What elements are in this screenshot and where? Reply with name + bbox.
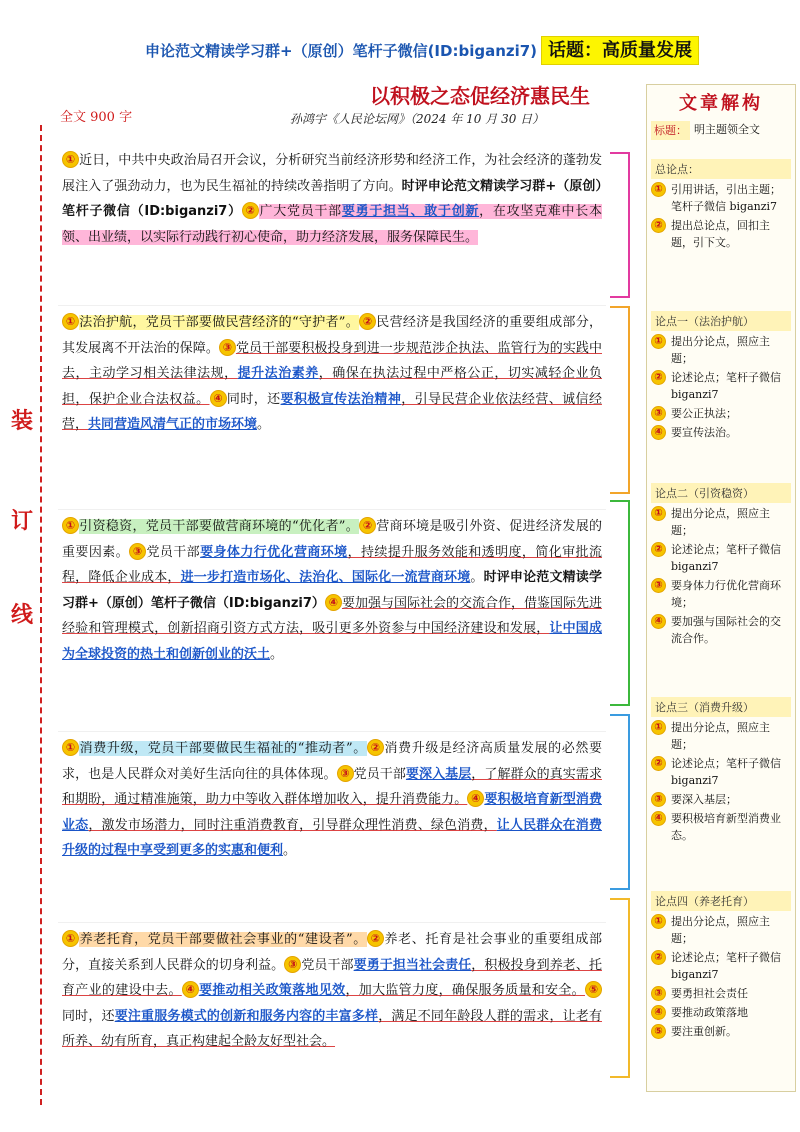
item-text: 引用讲话，引出主题；笔杆子微信 biganzi7 — [671, 183, 781, 213]
num-marker: ③ — [651, 406, 666, 421]
bracket-intro — [610, 152, 630, 298]
item-text: 要身体力行优化营商环境； — [671, 579, 781, 609]
emphasis-text: 共同营造风清气正的市场环境 — [88, 417, 258, 432]
item-text: 要推动政策落地 — [671, 1006, 748, 1019]
item-text: 提出分论点，照应主题； — [671, 915, 770, 945]
item-text: 提出分论点，照应主题； — [671, 721, 770, 751]
num-marker: ⑤ — [585, 981, 602, 998]
num-marker: ① — [651, 182, 666, 197]
list-item — [651, 791, 791, 808]
emphasis-text: 要积极宣传法治精神 — [280, 391, 402, 407]
sub-argument: 消费升级，党员干部要做民生福祉的“推动者”。 — [79, 741, 367, 756]
num-marker: ③ — [219, 339, 236, 356]
list-item — [651, 810, 791, 844]
num-marker: ② — [651, 218, 666, 233]
list-item — [651, 755, 791, 789]
list-item — [651, 577, 791, 611]
item-text: 要积极培育新型消费业态。 — [671, 812, 781, 842]
title-label: 标题： — [651, 121, 690, 140]
emphasis-text: 要积极培育新型消费业态 — [62, 792, 602, 833]
num-marker: ② — [651, 370, 666, 385]
section-head: 论点一（法治护航） — [651, 311, 791, 331]
binding-char-3: 线 — [11, 602, 34, 628]
section-point-2 — [647, 483, 795, 649]
num-marker: ④ — [210, 390, 227, 407]
item-text: 要宣传法治。 — [671, 426, 737, 439]
item-text: 论述论点；笔杆子微信 biganzi7 — [671, 951, 781, 981]
section-head: 论点四（养老托育） — [651, 891, 791, 911]
title-summary — [651, 121, 791, 140]
paragraph-point-4 — [58, 922, 606, 1115]
section-point-4 — [647, 891, 795, 1042]
list-item — [651, 541, 791, 575]
bracket-point-1 — [610, 306, 630, 494]
num-marker: ④ — [651, 614, 666, 629]
num-marker: ④ — [182, 981, 199, 998]
item-text: 要公正执法； — [671, 407, 737, 420]
item-text: 要注重创新。 — [671, 1025, 737, 1038]
section-point-1 — [647, 311, 795, 443]
list-item — [651, 424, 791, 441]
paragraph-point-3 — [58, 731, 606, 922]
section-general — [647, 159, 795, 253]
num-marker: ① — [62, 739, 79, 756]
emphasis-text: 让中国成为全球投资的热土和创新创业的沃土 — [62, 621, 602, 662]
num-marker: ③ — [129, 543, 146, 560]
text-segment: ，持续提升服务效能和透明度，简化审批流程，降低企业成本， — [62, 544, 602, 585]
num-marker: ④ — [467, 790, 484, 807]
item-text: 提出分论点，照应主题； — [671, 507, 770, 537]
item-text: 提出分论点，照应主题； — [671, 335, 770, 365]
binding-char-1: 装 — [11, 408, 34, 434]
list-item — [651, 181, 791, 215]
item-text: 论述论点；笔杆子微信 biganzi7 — [671, 371, 781, 401]
text-segment: 党员干部要积极投身到进一步规范涉企执法、监管行为的实践中去，主动学习相关法律法规， — [62, 340, 602, 381]
emphasis-text: 要身体力行优化营商环境 — [200, 544, 348, 560]
sub-argument: 引资稳资，党员干部要做营商环境的“优化者”。 — [79, 519, 360, 534]
list-item — [651, 913, 791, 947]
structure-sidebar — [646, 84, 796, 1092]
num-marker: ② — [359, 313, 376, 330]
text-segment: 。 — [283, 843, 297, 858]
num-marker: ② — [242, 202, 259, 219]
text-segment: ，加大监管力度，确保服务质量和安全。 — [345, 983, 585, 998]
binding-dashed-line — [40, 125, 42, 1105]
num-marker: ④ — [651, 425, 666, 440]
num-marker: ① — [62, 517, 79, 534]
item-text: 要加强与国际社会的交流合作。 — [671, 615, 781, 645]
num-marker: ③ — [651, 792, 666, 807]
text-segment: 。 — [257, 417, 271, 432]
text-segment: ，积极投身到养老、托育产业的建设中去。 — [62, 957, 602, 998]
emphasis-text: 进一步打造市场化、法治化、国际化一流营商环境 — [180, 570, 471, 585]
num-marker: ② — [367, 739, 384, 756]
num-marker: ② — [651, 756, 666, 771]
text-segment: ，了解群众的真实需求和期盼，通过精准施策，助力中等收入群体增加收入，提升消费能力。 — [62, 766, 602, 807]
num-marker: ② — [651, 542, 666, 557]
list-item — [651, 1023, 791, 1040]
promo-text: 时评申论范文精读学习群+（原创）笔杆子微信（ID:biganzi7） — [62, 178, 602, 219]
text-segment: 党员干部 — [301, 957, 354, 973]
text-segment: 养老、托育是社会事业的重要组成部分，直接关系到人民群众的切身利益。 — [62, 932, 602, 973]
text-segment: 。 — [470, 570, 484, 585]
num-marker: ① — [62, 930, 79, 947]
num-marker: ① — [651, 334, 666, 349]
text-segment: 广大党员干部 — [258, 204, 342, 219]
article-title: 以积极之态促经济惠民生 — [370, 84, 590, 108]
text-segment: 营商环境是吸引外资、促进经济发展的重要因素。 — [62, 519, 602, 560]
text-segment: ，满足不同年龄段人群的需求，让老有所养、幼有所育，真正构建起全龄友好型社会。 — [62, 1008, 602, 1049]
emphasis-text: 要推动相关政策落地见效 — [198, 983, 346, 998]
item-text: 要勇担社会责任 — [671, 987, 748, 1000]
num-marker: ④ — [325, 594, 342, 611]
list-item — [651, 985, 791, 1002]
section-head: 论点三（消费升级） — [651, 697, 791, 717]
sub-argument: 法治护航，党员干部要做民营经济的“守护者”。 — [79, 315, 360, 330]
text-segment: 民营经济是我国经济的重要组成部分，其发展离不开法治的保障。 — [62, 315, 602, 356]
num-marker: ② — [651, 950, 666, 965]
text-segment: 同时，还 — [226, 391, 281, 407]
section-head: 论点二（引资稳资） — [651, 483, 791, 503]
text-segment: ，在攻坚克难中长本领、出业绩，以实际行动践行初心使命，助力经济发展，服务保障民生。 — [62, 204, 602, 245]
sub-argument: 养老托育，党员干部要做社会事业的“建设者”。 — [79, 932, 367, 947]
num-marker: ① — [62, 151, 79, 168]
paragraph-point-1 — [58, 305, 606, 509]
num-marker: ③ — [651, 986, 666, 1001]
paragraph-point-2 — [58, 509, 606, 731]
emphasis-text: 让人民群众在消费升级的过程中享受到更多的实惠和便利 — [62, 817, 602, 858]
num-marker: ② — [359, 517, 376, 534]
list-item — [651, 1004, 791, 1021]
text-segment: ，引导民营企业依法经营、诚信经营， — [62, 391, 602, 432]
bracket-point-3 — [610, 714, 630, 890]
num-marker: ③ — [337, 765, 354, 782]
bracket-point-2 — [610, 500, 630, 706]
item-text: 提出总论点，回扣主题，引下文。 — [671, 219, 770, 249]
item-text: 论述论点；笔杆子微信 biganzi7 — [671, 757, 781, 787]
num-marker: ⑤ — [651, 1024, 666, 1039]
text-segment: 党员干部 — [353, 766, 406, 782]
emphasis-text: 要勇于担当社会责任 — [353, 957, 472, 973]
text-segment: 。 — [270, 646, 284, 662]
article-byline: 孙鸿宇《人民论坛网》（2024 年 10 月 30 日） — [290, 112, 545, 126]
text-segment: 同时，还 — [62, 1008, 115, 1024]
num-marker: ① — [651, 506, 666, 521]
item-text: 要深入基层； — [671, 793, 737, 806]
text-segment: 近日，中共中央政治局召开会议，分析研究当前经济形势和经济工作，为社会经济的蓬勃发展注入了强劲动力，也为民生福祉的持续改善指明了方向。 — [62, 153, 602, 194]
word-count: 全文 900 字 — [60, 110, 133, 125]
text-segment: 消费升级是经济高质量发展的必然要求，也是人民群众对美好生活向往的具体体现。 — [62, 741, 602, 782]
item-text: 论述论点；笔杆子微信 biganzi7 — [671, 543, 781, 573]
section-point-3 — [647, 697, 795, 846]
sidebar-title: 文章解构 — [679, 93, 763, 114]
emphasis-text: 要注重服务模式的创新和服务内容的丰富多样 — [114, 1008, 379, 1024]
num-marker: ② — [367, 930, 384, 947]
topic-badge: 话题：高质量发展 — [541, 36, 699, 65]
list-item — [651, 505, 791, 539]
text-segment: ，确保在执法过程中严格公正，切实减轻企业负担，保护企业合法权益。 — [62, 366, 602, 407]
num-marker: ③ — [651, 578, 666, 593]
list-item — [651, 719, 791, 753]
text-segment: 党员干部 — [146, 544, 201, 560]
paragraph-intro — [58, 144, 606, 305]
text-segment: ，激发市场潜力，同时注重消费教育，引导群众理性消费、绿色消费， — [88, 817, 497, 833]
list-item — [651, 613, 791, 647]
num-marker: ① — [651, 720, 666, 735]
list-item — [651, 405, 791, 422]
text-segment: 要加强与国际社会的交流合作，借鉴国际先进经验和管理模式，创新招商引资方式方法，吸引更多外资参与中国经济建设和发展， — [62, 595, 602, 636]
header-text: 申论范文精读学习群+（原创）笔杆子微信(ID:biganzi7) — [145, 42, 538, 60]
promo-text: 时评申论范文精读学习群+（原创）笔杆子微信（ID:biganzi7） — [62, 570, 602, 611]
num-marker: ① — [62, 313, 79, 330]
emphasis-text: 要深入基层 — [405, 766, 472, 782]
num-marker: ④ — [651, 811, 666, 826]
section-head: 总论点： — [651, 159, 791, 179]
bracket-point-4 — [610, 898, 630, 1078]
emphasis-text: 要勇于担当、敢于创新 — [341, 204, 480, 219]
num-marker: ③ — [284, 956, 301, 973]
list-item — [651, 949, 791, 983]
list-item — [651, 369, 791, 403]
title-summary-text: 明主题领全文 — [694, 123, 760, 136]
article-body — [58, 144, 606, 1115]
list-item — [651, 217, 791, 251]
page-header — [145, 36, 795, 70]
list-item — [651, 333, 791, 367]
emphasis-text: 提升法治素养 — [237, 366, 319, 381]
num-marker: ① — [651, 914, 666, 929]
num-marker: ④ — [651, 1005, 666, 1020]
binding-char-2: 订 — [11, 508, 34, 534]
